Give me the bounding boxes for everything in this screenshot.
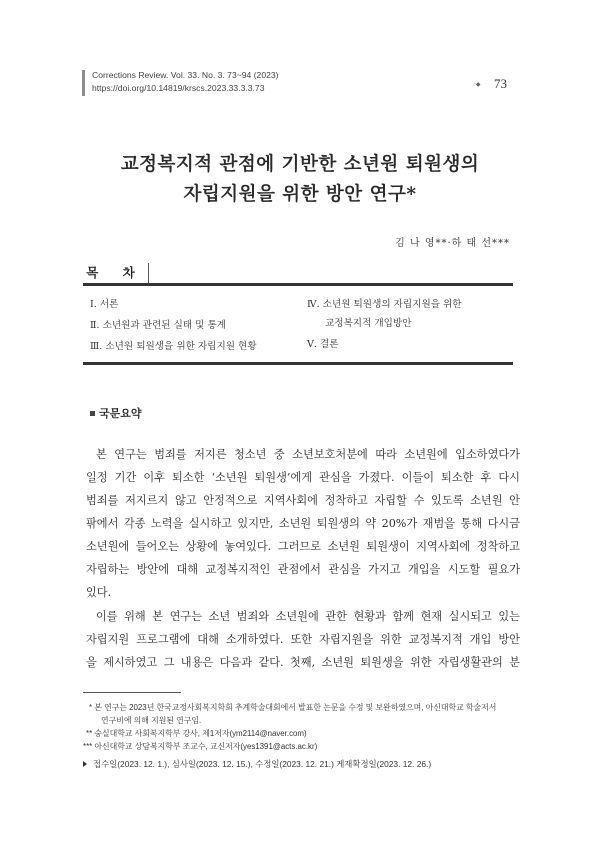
footnote: 연구비에 의해 지원된 연구임. <box>101 716 202 725</box>
toc-item: 교정복지적 개입방안 <box>325 318 412 329</box>
footnote: ** 숭실대학교 사회복지학부 강사, 제1저자(ym2114@naver.com) <box>86 729 307 738</box>
abstract-line: 자립지원 프로그램에 대해 소개하였다. 또한 자립지원을 위한 교정복지적 개입 방안 <box>86 633 520 646</box>
abstract-line: 팎에서 각종 노력을 실시하고 있지만, 소년원 퇴원생의 약 20%가 재범을 통해 다시금 <box>86 517 520 530</box>
toc-item: Ⅴ. 결론 <box>307 339 339 350</box>
abstract-line: 있다. <box>86 586 112 599</box>
footnote: *** 아신대학교 상담복지학부 조교수, 교신저자(yes1391@acts.ac.kr) <box>83 742 318 751</box>
doi-link[interactable]: https://doi.org/10.14819/krscs.2023.33.3.3.73 <box>92 83 265 93</box>
journal-citation: Corrections Review. Vol. 33. No. 3. 73~94 (2023) <box>92 70 279 80</box>
footnote-rule <box>83 692 181 693</box>
toc-item: Ⅲ. 소년원 퇴원생을 위한 자립지원 현황 <box>90 341 257 352</box>
dates-text: 접수일(2023. 12. 1.), 심사일(2023. 12. 15.), 수정일(2023. 12. 21.) 게재확정일(2023. 12. 26.) <box>93 759 432 769</box>
abstract-heading <box>90 405 142 421</box>
toc-item: Ⅳ. 소년원 퇴원생의 자립지원을 위한 <box>307 299 462 310</box>
toc-bottom-rule <box>83 362 513 365</box>
page-ornament: ·◆ <box>474 81 481 88</box>
abstract-line: 소년원에 들어오는 상황에 놓여있다. 그러므로 소년원 퇴원생이 지역사회에 정착하고 <box>86 540 520 553</box>
toc-item: Ⅱ. 소년원과 관련된 실태 및 통계 <box>90 320 227 331</box>
square-bullet-icon <box>90 411 95 416</box>
abstract-heading-text: 국문요약 <box>99 408 142 420</box>
title-line-2: 자립지원을 위한 방안 연구* <box>183 184 417 205</box>
authors: 김 나 영**·하 태 선*** <box>395 238 510 249</box>
abstract-line: 이를 위해 본 연구는 소년 범죄와 소년원에 관한 현황과 함께 현재 실시되고 있는 <box>96 610 520 623</box>
toc-top-rule <box>83 283 513 286</box>
abstract-line: 일정 기간 이후 퇴소한 ‘소년원 퇴원생’에게 관심을 가졌다. 이들이 퇴소한 후 다시 <box>86 471 520 484</box>
abstract-line: 을 제시하였고 그 내용은 다음과 같다. 첫째, 소년원 퇴원생을 위한 자립생활관의 분 <box>86 656 520 669</box>
toc-item: Ⅰ. 서론 <box>90 299 119 310</box>
submission-dates <box>83 758 431 770</box>
header-rule <box>82 70 85 96</box>
triangle-bullet-icon <box>83 761 87 767</box>
abstract-line: 본 연구는 범죄를 저지른 청소년 중 소년보호처분에 따라 소년원에 입소하였다가 <box>96 448 520 461</box>
footnote: * 본 연구는 2023년 한국교정사회복지학회 추계학술대회에서 발표한 논문을 수정 및 보완하였으며, 아신대학교 학술저서 <box>89 703 497 712</box>
page-number: 73 <box>494 76 507 91</box>
title-line-1: 교정복지적 관점에 기반한 소년원 퇴원생의 <box>120 154 480 175</box>
abstract-line: 자립하는 방안에 대해 교정복지적인 관점에서 관심을 가지고 개입을 시도할 필요가 <box>86 563 520 576</box>
abstract-line: 범죄를 저지르지 않고 안정적으로 지역사회에 정착하고 자립할 수 있도록 소년원 안 <box>86 494 520 507</box>
toc-label: 목 차 <box>83 263 149 284</box>
